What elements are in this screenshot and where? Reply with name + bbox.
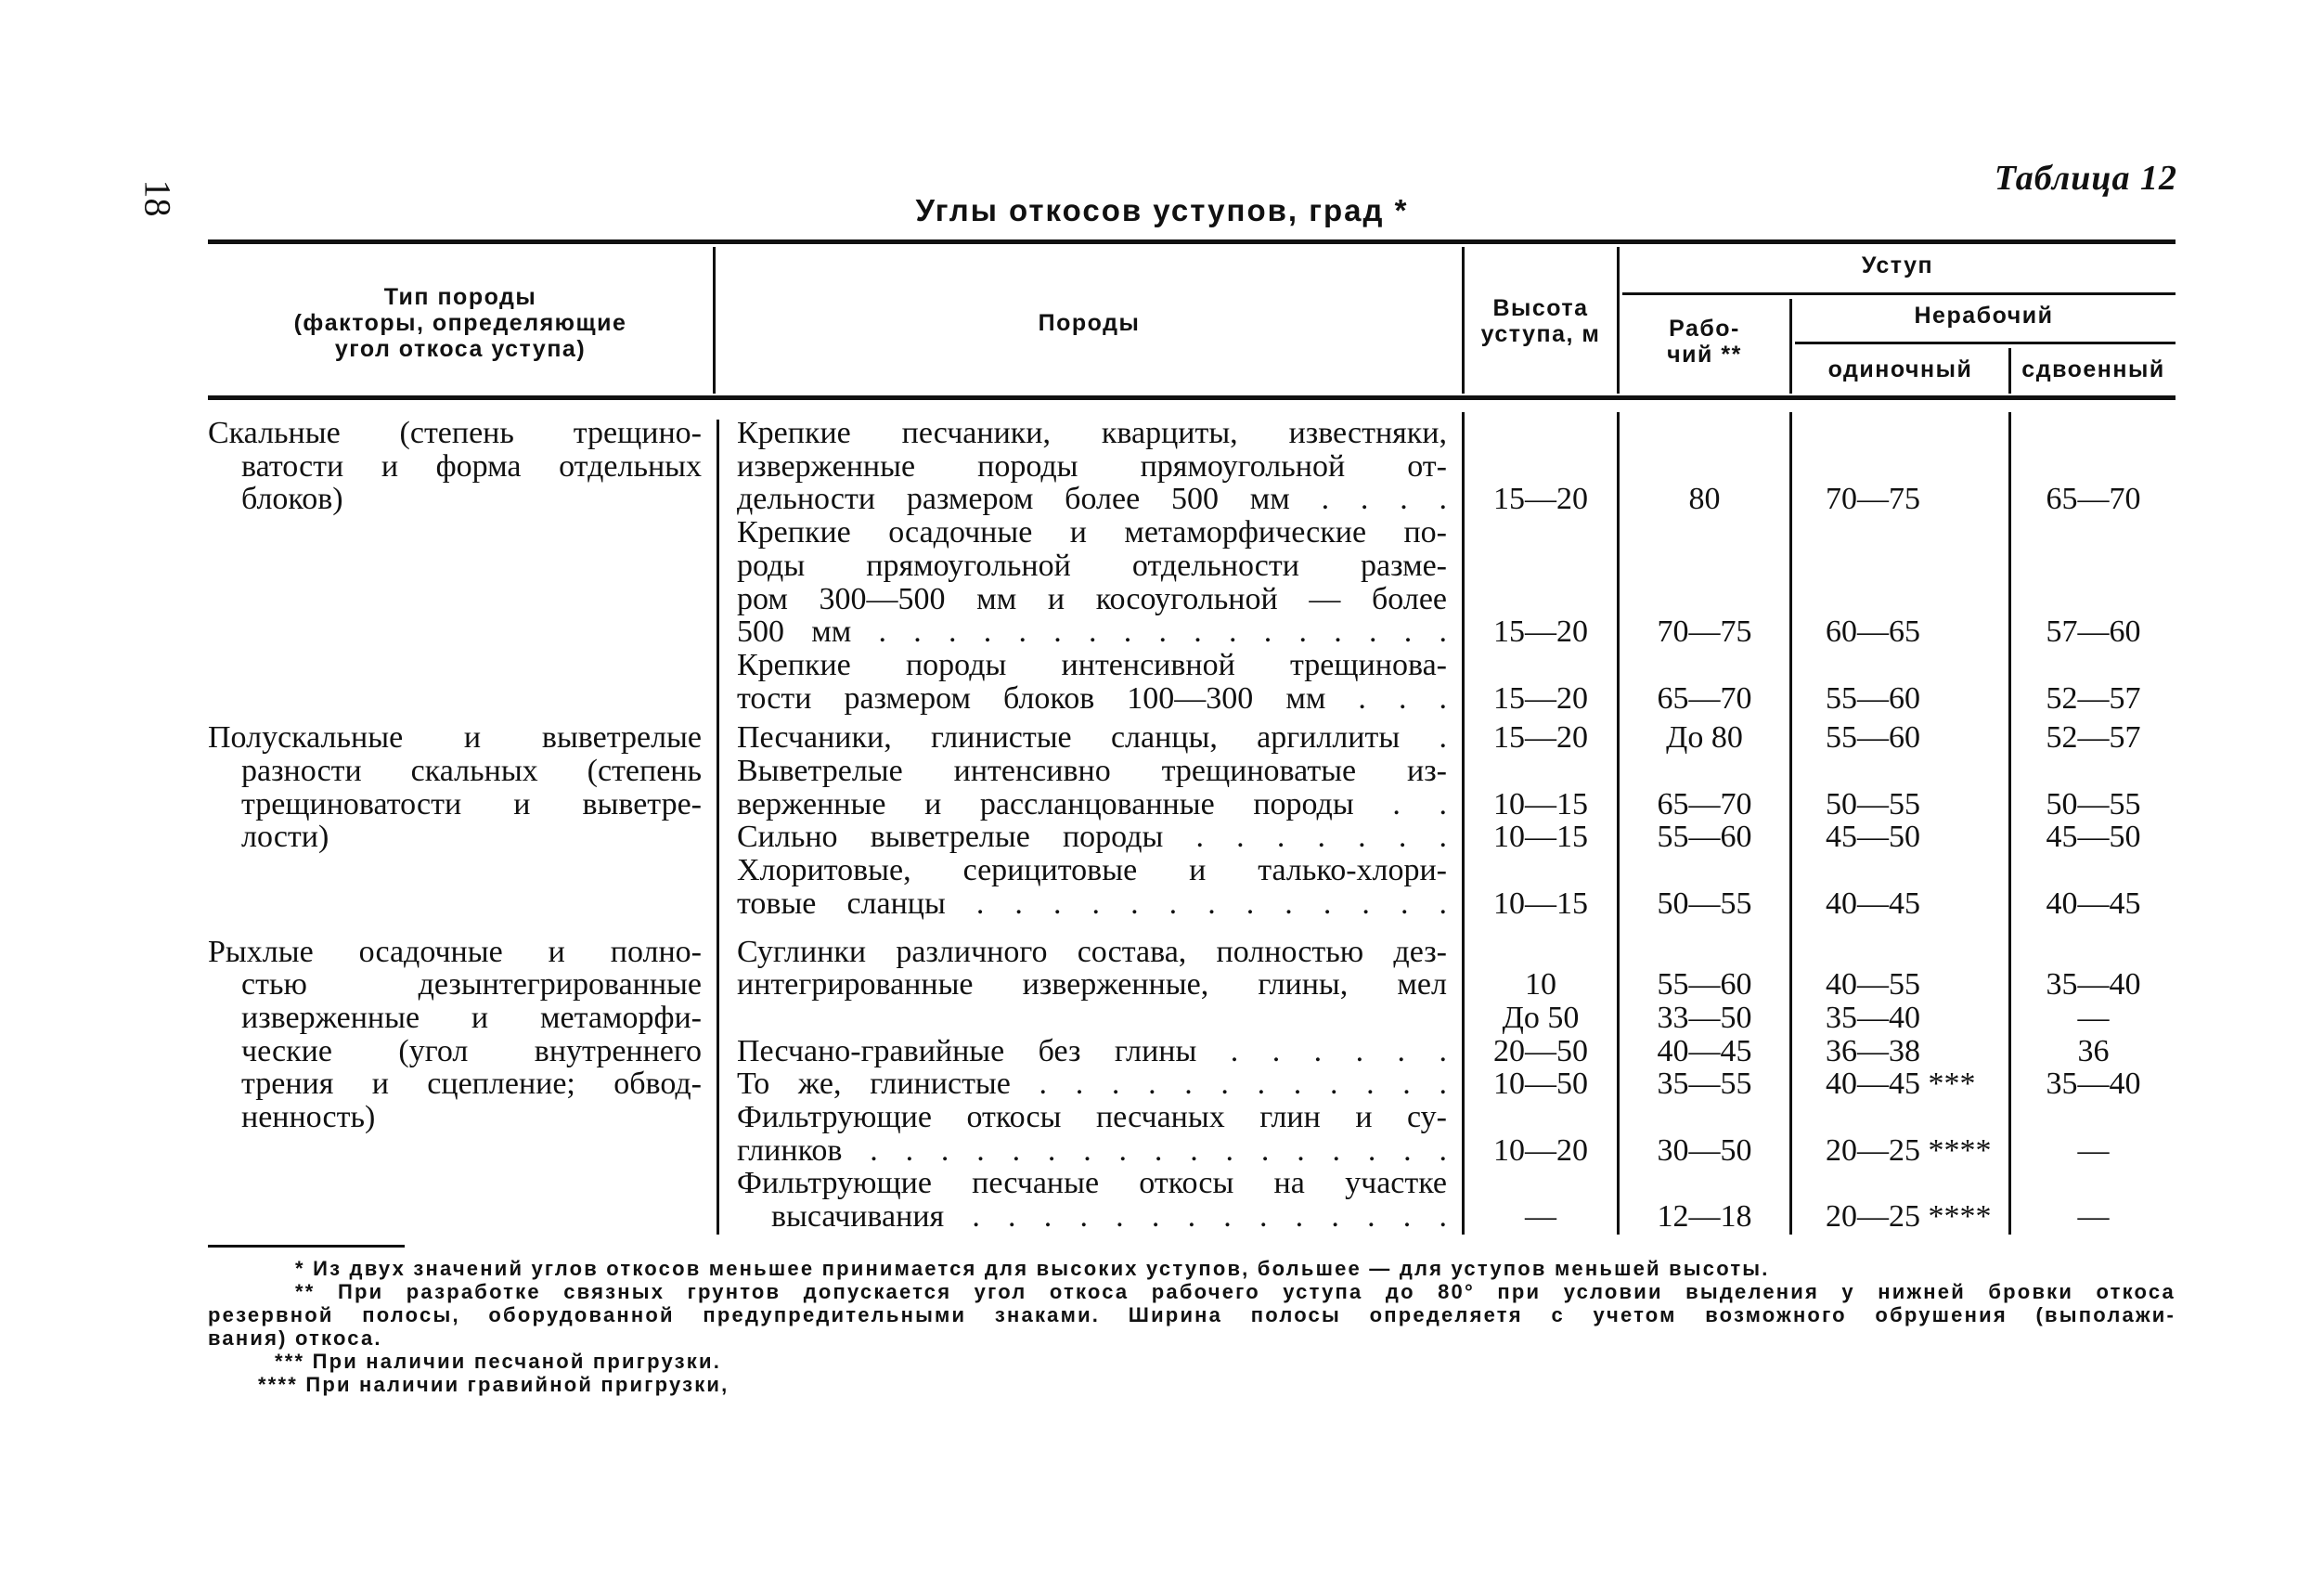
working-angle-value: 80 [1688,482,1721,516]
single-angle-value: 55—60 [1826,720,1920,755]
rock-type-line: блоков) [241,482,343,516]
double-angle-value: 35—40 [2046,967,2141,1002]
rock-line: 500 мм . . . . . . . . . . . . . . . . . [737,614,1447,649]
single-angle-value: 40—45 *** [1826,1067,1976,1101]
bench-height-value: 10—50 [1493,1067,1588,1101]
bench-height-value: 20—50 [1493,1034,1588,1068]
rock-line: Песчаники, глинистые сланцы, аргиллиты . [737,720,1447,755]
double-angle-value: 36 [2077,1034,2110,1068]
rock-line: Крепкие осадочные и метаморфические по- [737,515,1447,550]
header-type [208,284,713,362]
footnote-2-cont: резервной полосы, оборудованной предупредительными знаками. Ширина полосы определяетя с учетом возможного обрушения (выполажи- [208,1303,2176,1326]
bench-height-value: 10—15 [1493,787,1588,821]
rock-type-line: лости) [241,820,329,854]
rock-type-line: изверженные и метаморфи- [241,1001,702,1035]
rock-line: глинков . . . . . . . . . . . . . . . . . [737,1133,1447,1168]
single-angle-value: 45—50 [1826,820,1920,854]
header-working-line: чий ** [1667,342,1742,368]
single-angle-value: 35—40 [1826,1001,1920,1035]
rock-line: То же, глинистые . . . . . . . . . . . . [737,1067,1447,1101]
header-rocks: Породы [1038,310,1141,336]
footnote-rule [208,1245,405,1248]
header-working [1620,316,1789,368]
double-angle-value: 52—57 [2046,720,2141,755]
single-angle-value: 50—55 [1826,787,1920,821]
bench-height-value: 15—20 [1493,681,1588,716]
double-angle-value: 45—50 [2046,820,2141,854]
bench-height-value: 10—15 [1493,886,1588,921]
rock-line: Фильтрующие песчаные откосы на участке [737,1166,1447,1200]
working-angle-value: 40—45 [1657,1034,1752,1068]
working-angle-value: 55—60 [1657,820,1752,854]
body-divider [1789,412,1792,1235]
table-top-rule [208,239,2176,244]
single-angle-value: 40—55 [1826,967,1920,1002]
rock-line: роды прямоугольной отдельности разме- [737,549,1447,583]
rock-line: товые сланцы . . . . . . . . . . . . . [737,886,1447,921]
double-angle-value: 40—45 [2046,886,2141,921]
rock-type-line: Скальные (степень трещино- [208,416,702,450]
bench-height-value: 15—20 [1493,720,1588,755]
rock-line: Хлоритовые, серицитовые и талько-хлори- [737,853,1447,887]
page-number: 18 [136,179,179,217]
bench-subrule [1622,292,2176,295]
single-angle-value: 40—45 [1826,886,1920,921]
rock-type-line: стью дезынтегрированные [241,967,702,1002]
double-angle-value: — [2077,1199,2110,1234]
working-angle-value: 50—55 [1657,886,1752,921]
working-angle-value: 33—50 [1657,1001,1752,1035]
double-angle-value: — [2077,1001,2110,1035]
rock-line: ром 300—500 мм и косоугольной — более [737,582,1447,616]
header-height [1465,295,1617,347]
bench-height-value: 15—20 [1493,482,1588,516]
header-working-line: Рабо- [1669,316,1740,342]
rock-type-line: ненность) [241,1100,376,1134]
working-angle-value: 65—70 [1657,681,1752,716]
working-angle-value: 35—55 [1657,1067,1752,1101]
header-height-line: Высота [1492,295,1589,321]
header-double: сдвоенный [2021,356,2165,382]
double-angle-value: 35—40 [2046,1067,2141,1101]
working-angle-value: 55—60 [1657,967,1752,1002]
bench-height-value: 10 [1525,967,1556,1002]
rock-type-line: ческие (угол внутреннего [241,1034,702,1068]
rock-line: Крепкие песчаники, кварциты, известняки, [737,416,1447,450]
bench-height-value: — [1525,1199,1556,1234]
rock-type-line: Рыхлые осадочные и полно- [208,935,702,969]
single-angle-value: 36—38 [1826,1034,1920,1068]
double-angle-value: — [2077,1133,2110,1168]
table-label: Таблица 12 [1994,159,2177,198]
header-bench: Уступ [1861,252,1934,278]
rock-line: Песчано-гравийные без глины . . . . . . [737,1034,1447,1068]
rock-line: Крепкие породы интенсивной трещинова- [737,648,1447,682]
rock-line: интегрированные изверженные, глины, мел [737,967,1447,1002]
bench-height-value: До 50 [1502,1001,1580,1035]
header-single: одиночный [1827,356,1973,382]
body-divider [717,420,719,1235]
rock-line: Выветрелые интенсивно трещиноватые из- [737,754,1447,788]
bench-height-value: 10—20 [1493,1133,1588,1168]
header-nonworking: Нерабочий [1914,303,2054,329]
rock-line: верженные и рассланцованные породы . . [737,787,1447,821]
double-angle-value: 57—60 [2046,614,2141,649]
working-angle-value: 30—50 [1657,1133,1752,1168]
rock-type-line: трения и сцепление; обвод- [241,1067,702,1101]
rock-line: Суглинки различного состава, полностью дез- [737,935,1447,969]
single-angle-value: 55—60 [1826,681,1920,716]
single-angle-value: 20—25 **** [1826,1133,1992,1168]
bench-height-value: 15—20 [1493,614,1588,649]
single-angle-value: 70—75 [1826,482,1920,516]
rock-line: тости размером блоков 100—300 мм . . . [737,681,1447,716]
header-type-line: (факторы, определяющие [293,310,627,336]
working-angle-value: 12—18 [1657,1199,1752,1234]
table-title: Углы откосов уступов, град * [915,193,1409,227]
working-angle-value: 65—70 [1657,787,1752,821]
footnote-2-end: вания) откоса. [208,1326,382,1350]
nonworking-subrule [1795,342,2176,344]
working-angle-value: До 80 [1666,720,1743,755]
rock-line: Сильно выветрелые породы . . . . . . . [737,820,1447,854]
rock-type-line: трещиноватости и выветре- [241,787,702,821]
rock-line: высачивания . . . . . . . . . . . . . . [771,1199,1447,1234]
bench-height-value: 10—15 [1493,820,1588,854]
footnote-4: **** При наличии гравийной пригрузки, [258,1373,729,1396]
working-angle-value: 70—75 [1657,614,1752,649]
rock-line: Фильтрующие откосы песчаных глин и су- [737,1100,1447,1134]
rock-type-line: разности скальных (степень [241,754,702,788]
rock-line: изверженные породы прямоугольной от- [737,449,1447,484]
single-angle-value: 60—65 [1826,614,1920,649]
header-type-line: Тип породы [383,284,537,310]
footnote-3: *** При наличии песчаной пригрузки. [275,1350,722,1373]
double-angle-value: 50—55 [2046,787,2141,821]
header-divider [713,247,716,394]
footnote-1: * Из двух значений углов откосов меньшее принимается для высоких уступов, большее — для уступов меньшей высоты. [295,1257,1770,1280]
header-height-line: уступа, м [1480,321,1601,347]
rock-type-line: Полускальные и выветрелые [208,720,702,755]
double-angle-value: 52—57 [2046,681,2141,716]
double-angle-value: 65—70 [2046,482,2141,516]
header-type-line: угол откоса уступа) [334,336,587,362]
rock-type-line: ватости и форма отдельных [241,449,702,484]
header-bottom-rule [208,395,2176,400]
single-angle-value: 20—25 **** [1826,1199,1992,1234]
rock-line: дельности размером более 500 мм . . . . [737,482,1447,516]
footnote-2: ** При разработке связных грунтов допускается угол откоса рабочего уступа до 80° при условии выделения у нижней бровки откоса [295,1280,2176,1303]
